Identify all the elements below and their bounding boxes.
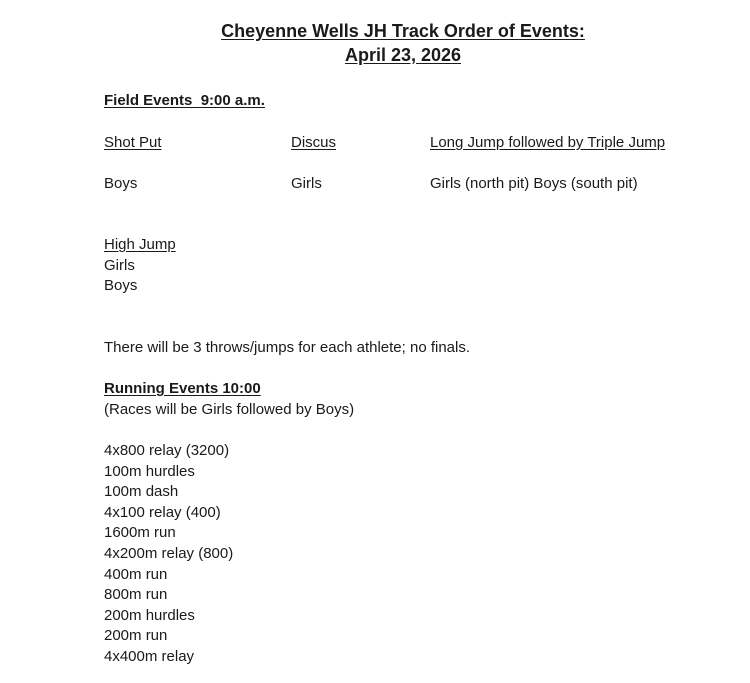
discus-label: Discus <box>291 134 337 151</box>
shot-put-entry: Boys <box>104 175 138 192</box>
running-event-item: 200m hurdles <box>104 606 195 624</box>
long-jump-entry: Girls (north pit) Boys (south pit) <box>430 175 638 192</box>
high-jump-entry: Girls <box>104 257 135 274</box>
running-event-item: 4x400m relay <box>104 647 195 665</box>
field-events-note: There will be 3 throws/jumps for each athlete; no finals. <box>104 339 471 356</box>
long-jump-label: Long Jump followed by Triple Jump <box>430 134 666 151</box>
running-event-item: 4x800 relay (3200) <box>104 442 230 459</box>
running-event-item: 4x100 relay (400) <box>104 503 221 521</box>
discus-entry: Girls <box>291 175 322 192</box>
document-title: Cheyenne Wells JH Track Order of Events: <box>221 21 585 41</box>
running-event-item: 400m run <box>104 565 168 583</box>
running-events-list <box>104 441 233 668</box>
event-date: April 23, 2026 <box>344 45 462 65</box>
running-event-item: 100m dash <box>104 483 179 501</box>
high-jump-label: High Jump <box>104 236 176 253</box>
field-events-heading: Field Events 9:00 a.m. <box>104 92 265 109</box>
running-events-heading: Running Events 10:00 <box>104 380 261 397</box>
high-jump-entry: Boys <box>104 277 138 294</box>
running-event-item: 200m run <box>104 627 168 645</box>
running-events-note: (Races will be Girls followed by Boys) <box>104 401 355 418</box>
running-event-item: 100m hurdles <box>104 462 195 480</box>
running-event-item: 1600m run <box>104 524 176 542</box>
running-event-item: 4x200m relay (800) <box>104 544 234 562</box>
shot-put-label: Shot Put <box>104 134 162 151</box>
running-event-item: 800m run <box>104 586 168 604</box>
